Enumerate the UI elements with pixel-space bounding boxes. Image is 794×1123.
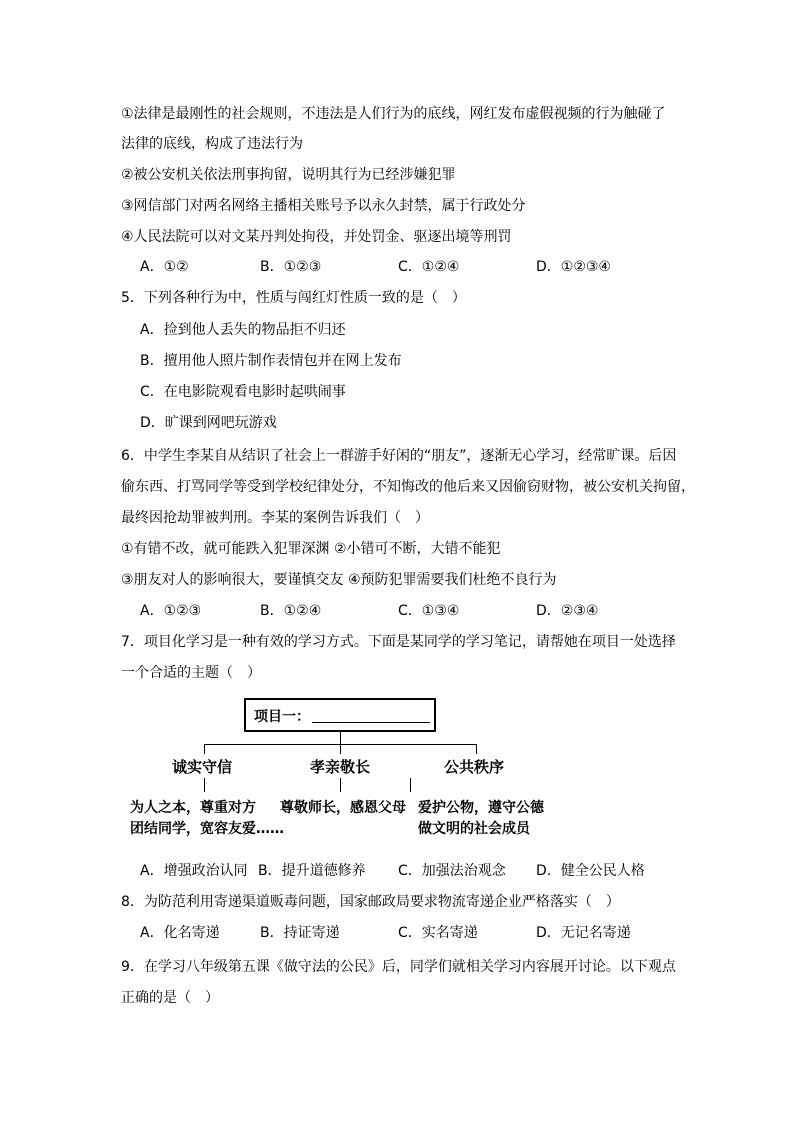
q7-option-d[interactable]: D．健全公民人格 bbox=[536, 863, 645, 879]
q6-options bbox=[140, 601, 700, 621]
diagram-branch-1-desc-1: 为人之本，尊重对方 bbox=[130, 800, 256, 816]
diagram-branch-2-label: 孝亲敬长 bbox=[310, 758, 371, 776]
diagram-connector-middle bbox=[340, 744, 341, 754]
q6-option-a[interactable]: A．①②③ bbox=[140, 603, 202, 619]
diagram-branch-3-desc-2: 做文明的社会成员 bbox=[418, 821, 530, 837]
q6-stem-line-1: 6．中学生李某自从结识了社会上一群游手好闲的“朋友”，逐渐无心学习，经常旷课。后因 bbox=[121, 448, 677, 464]
diagram-connector-stem bbox=[340, 732, 341, 744]
diagram-branch-1-label: 诚实守信 bbox=[172, 758, 233, 776]
q7-stem-line-2: 一个合适的主题（ ） bbox=[121, 665, 261, 681]
q4-statement-1-cont: 法律的底线，构成了违法行为 bbox=[121, 136, 303, 152]
q6-option-d[interactable]: D．②③④ bbox=[536, 603, 599, 619]
q8-option-c[interactable]: C．实名寄递 bbox=[398, 925, 478, 941]
diagram-branch-3-label: 公共秩序 bbox=[444, 758, 505, 776]
diagram-branch-1-tick bbox=[204, 778, 205, 792]
q8-option-a[interactable]: A．化名寄递 bbox=[140, 925, 220, 941]
q4-options bbox=[140, 257, 700, 277]
q5-option-c[interactable]: C．在电影院观看电影时起哄闹事 bbox=[140, 384, 346, 400]
q7-project-diagram bbox=[120, 690, 580, 850]
q8-stem: 8．为防范利用寄递渠道贩毒问题，国家邮政局要求物流寄递企业严格落实（ ） bbox=[121, 894, 620, 910]
q7-option-b[interactable]: B．提升道德修养 bbox=[258, 863, 366, 879]
diagram-connector-right bbox=[476, 744, 477, 754]
q4-statement-2: ②被公安机关依法刑事拘留，说明其行为已经涉嫌犯罪 bbox=[121, 167, 456, 183]
q9-stem-line-1: 9．在学习八年级第五课《做守法的公民》后，同学们就相关学习内容展开讨论。以下观点 bbox=[121, 959, 676, 975]
q6-stem-line-2: 偷东西、打骂同学等受到学校纪律处分，不知悔改的他后来又因偷窃财物，被公安机关拘留， bbox=[121, 479, 695, 495]
q7-option-c[interactable]: C．加强法治观念 bbox=[398, 863, 506, 879]
q4-option-c[interactable]: C．①②④ bbox=[398, 259, 460, 275]
q7-option-a[interactable]: A．增强政治认同 bbox=[140, 863, 248, 879]
diagram-title: 项目一： bbox=[254, 709, 310, 725]
q8-options bbox=[140, 923, 700, 943]
q4-option-b[interactable]: B．①②③ bbox=[260, 259, 322, 275]
diagram-answer-blank[interactable] bbox=[312, 722, 430, 723]
q4-statement-3: ③网信部门对两名网络主播相关账号予以永久封禁，属于行政处分 bbox=[121, 198, 526, 214]
diagram-branch-2-tick bbox=[340, 778, 341, 792]
q8-option-d[interactable]: D．无记名寄递 bbox=[536, 925, 631, 941]
q6-stem-line-3: 最终因抢劫罪被判刑。李某的案例告诉我们（ ） bbox=[121, 510, 429, 526]
diagram-connector-left bbox=[204, 744, 205, 754]
q6-option-c[interactable]: C．①③④ bbox=[398, 603, 460, 619]
q4-option-a[interactable]: A．①② bbox=[140, 259, 189, 275]
q7-stem-line-1: 7．项目化学习是一种有效的学习方式。下面是某同学的学习笔记，请帮她在项目一处选择 bbox=[121, 634, 676, 650]
q4-statement-4: ④人民法院可以对文某丹判处拘役，并处罚金、驱逐出境等刑罚 bbox=[121, 229, 512, 245]
q6-statements-1: ①有错不改，就可能跌入犯罪深渊 ②小错可不断，大错不能犯 bbox=[121, 541, 501, 557]
q4-option-d[interactable]: D．①②③④ bbox=[536, 259, 611, 275]
diagram-title-box bbox=[244, 698, 436, 732]
q8-option-b[interactable]: B．持证寄递 bbox=[260, 925, 340, 941]
q5-stem: 5．下列各种行为中，性质与闯红灯性质一致的是（ ） bbox=[121, 290, 466, 306]
diagram-branch-2b-tick bbox=[410, 778, 411, 792]
diagram-branch-2-desc-1: 尊敬师长，感恩父母 bbox=[280, 800, 406, 816]
q6-option-b[interactable]: B．①②④ bbox=[260, 603, 322, 619]
q9-stem-line-2: 正确的是（ ） bbox=[121, 990, 219, 1006]
q5-option-a[interactable]: A．捡到他人丢失的物品拒不归还 bbox=[140, 322, 346, 338]
q5-option-b[interactable]: B．擅用他人照片制作表情包并在网上发布 bbox=[140, 353, 402, 369]
q4-statement-1: ①法律是最刚性的社会规则，不违法是人们行为的底线，网红发布虚假视频的行为触碰了 bbox=[121, 106, 666, 122]
q7-options bbox=[140, 861, 700, 881]
q5-option-d[interactable]: D．旷课到网吧玩游戏 bbox=[140, 415, 277, 431]
diagram-branch-3-desc-1: 爱护公物，遵守公德 bbox=[418, 800, 544, 816]
diagram-branch-1-desc-2: 团结同学，宽容友爱…… bbox=[130, 821, 284, 837]
q6-statements-2: ③朋友对人的影响很大，要谨慎交友 ④预防犯罪需要我们杜绝不良行为 bbox=[121, 572, 557, 588]
